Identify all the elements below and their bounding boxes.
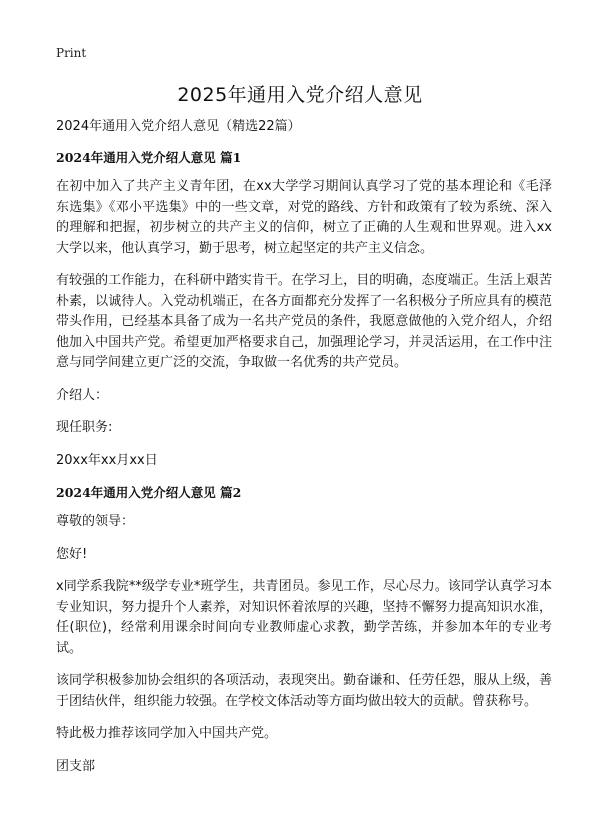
introducer-label: 介绍人： xyxy=(56,387,109,403)
section-1 xyxy=(56,148,552,471)
paragraph: 在初中加入了共产主义青年团，在xx大学学习期间认真学习了党的基本理论和《毛泽东选集》《邓小平选集》中的一些文章，对党的路线、方针和政策有了较为系统、深入的理解和把握，初步树立的共产主义的信仰，树立了正确的人生观和世界观。进入xx大学以来，他认真学习，勤于思考，树立起坚定的共产主义信念。 xyxy=(56,179,552,256)
page-title: 2025年通用入党介绍人意见 xyxy=(177,84,423,106)
date-line: 20xx年xx月xx日 xyxy=(56,452,158,468)
section-heading: 2024年通用入党介绍人意见 篇1 xyxy=(56,150,242,165)
section-heading: 2024年通用入党介绍人意见 篇2 xyxy=(56,485,242,500)
paragraph: 该同学积极参加协会组织的各项活动，表现突出。勤奋谦和、任劳任怨，服从上级，善于团结伙伴，组织能力较强。在学校文体活动等方面均做出较大的贡献。曾获称号。 xyxy=(56,673,552,709)
greeting: 您好! xyxy=(56,546,88,562)
paragraph: 有较强的工作能力，在科研中踏实肯干。在学习上，目的明确，态度端正。生活上艰苦朴素，以诚待人。入党动机端正，在各方面都充分发挥了一名积极分子所应具有的模范带头作用，已经基本具备了成为一名共产党员的条件，我愿意做他的入党介绍人，介绍他加入中国共产党。希望更加严格要求自己，加强理论学习，并灵活运用，在工作中注意与同学间建立更广泛的交流，争取做一名优秀的共产党员。 xyxy=(56,273,552,370)
signature-line: 团支部 xyxy=(56,758,96,774)
document-body xyxy=(56,117,552,789)
paragraph: x同学系我院**级学专业*班学生，共青团员。参见工作，尽心尽力。该同学认真学习本专业知识，努力提升个人素养，对知识怀着浓厚的兴趣，坚持不懈努力提高知识水准，任(职位)，经常利用课余时间向专业教师虚心求教，勤学苦练，并参加本年的专业考试。 xyxy=(56,579,552,656)
print-link[interactable]: Print xyxy=(56,46,87,60)
section-2 xyxy=(56,483,552,777)
position-label: 现任职务: xyxy=(56,420,113,435)
document-subtitle: 2024年通用入党介绍人意见（精选22篇） xyxy=(56,119,301,134)
salutation: 尊敬的领导： xyxy=(56,514,135,529)
paragraph: 特此极力推荐该同学加入中国共产党。 xyxy=(56,726,278,741)
